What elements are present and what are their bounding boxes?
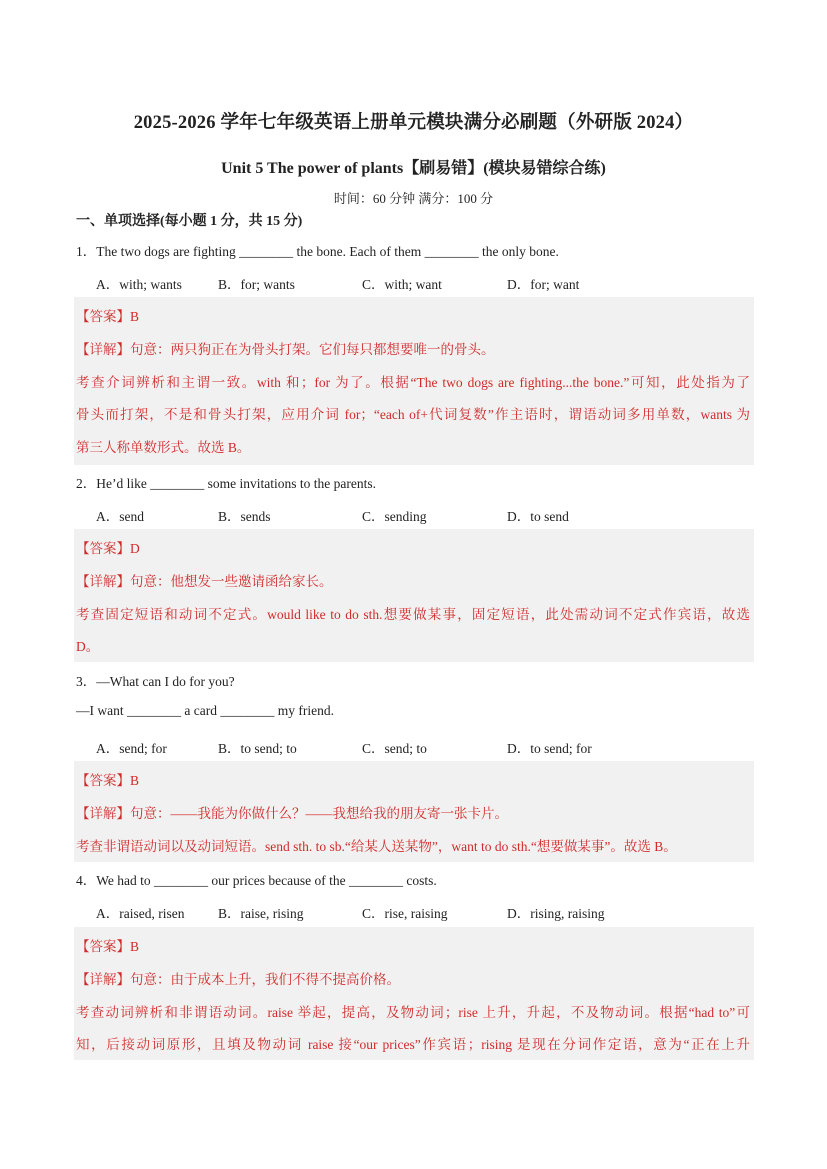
option-c: C．send; to — [362, 741, 427, 756]
answer-label: 【答案】B — [76, 309, 140, 324]
detail-text: 【详解】句意：——我能为你做什么？——我想给我的朋友寄一张卡片。 — [76, 806, 508, 821]
option-a: A．raised, risen — [96, 906, 185, 921]
option-a: A．with; wants — [96, 277, 182, 292]
analysis-line: 考查介词辨析和主谓一致。with 和；for 为了。根据“The two dogs are fighting...the bone.”可知，此处指为了 — [76, 375, 750, 390]
option-d: D．to send; for — [507, 741, 592, 756]
option-b: B．for; wants — [218, 277, 295, 292]
answer-label: 【答案】B — [76, 773, 140, 788]
answer-label: 【答案】D — [76, 541, 140, 556]
detail-text: 【详解】句意：他想发一些邀请函给家长。 — [76, 574, 333, 589]
answer-label: 【答案】B — [76, 939, 140, 954]
section-title: 一、单项选择(每小题 1 分，共 15 分) — [76, 214, 303, 229]
analysis-line: 第三人称单数形式。故选 B。 — [76, 440, 251, 455]
option-d: D．to send — [507, 509, 569, 524]
analysis-line: 骨头而打架，不是和骨头打架，应用介词 for；“each of+代词复数”作主语时，谓语动词多用单数，wants 为 — [76, 407, 750, 422]
analysis-line: 考查动词辨析和非谓语动词。raise 举起，提高，及物动词；rise 上升，升起，不及物动词。根据“had to”可 — [76, 1005, 750, 1020]
analysis-line: 考查非谓语动词以及动词短语。send sth. to sb.“给某人送某物”，want to do sth.“想要做某事”。故选 B。 — [76, 839, 677, 854]
detail-text: 【详解】句意：两只狗正在为骨头打架。它们每只都想要唯一的骨头。 — [76, 342, 495, 357]
question-3-answer-box — [74, 761, 754, 862]
option-b: B．to send; to — [218, 741, 297, 756]
document-title: 2025-2026 学年七年级英语上册单元模块满分必刷题（外研版 2024） — [133, 113, 694, 133]
question-4-answer-box — [74, 927, 754, 1060]
question-4-stem: 4．We had to ________ our prices because of the ________ costs. — [76, 873, 437, 888]
question-2-answer-box — [74, 529, 754, 662]
question-3-stem: 3．—What can I do for you? — [76, 674, 235, 689]
option-b: B．raise, rising — [218, 906, 304, 921]
question-1-stem: 1．The two dogs are fighting ________ the bone. Each of them ________ the only bone. — [76, 244, 559, 259]
exam-meta: 时间：60 分钟 满分：100 分 — [333, 191, 494, 206]
option-b: B．sends — [218, 509, 271, 524]
analysis-line: 知，后接动词原形，且填及物动词 raise 接“our prices”作宾语；rising 是现在分词作定语，意为“正在上升 — [76, 1037, 750, 1052]
option-a: A．send — [96, 509, 144, 524]
detail-text: 【详解】句意：由于成本上升，我们不得不提高价格。 — [76, 972, 400, 987]
option-c: C．sending — [362, 509, 427, 524]
question-3-stem-reply: —I want ________ a card ________ my friend. — [76, 703, 334, 718]
option-d: D．rising, raising — [507, 906, 605, 921]
question-2-stem: 2．He’d like ________ some invitations to the parents. — [76, 476, 376, 491]
analysis-line: D。 — [76, 639, 100, 654]
document-subtitle: Unit 5 The power of plants【刷易错】(模块易错综合练) — [221, 160, 606, 177]
option-c: C．with; want — [362, 277, 442, 292]
question-1-answer-box — [74, 297, 754, 465]
option-c: C．rise, raising — [362, 906, 448, 921]
analysis-line: 考查固定短语和动词不定式。would like to do sth.想要做某事，固定短语，此处需动词不定式作宾语，故选 — [76, 607, 750, 622]
option-d: D．for; want — [507, 277, 580, 292]
option-a: A．send; for — [96, 741, 167, 756]
